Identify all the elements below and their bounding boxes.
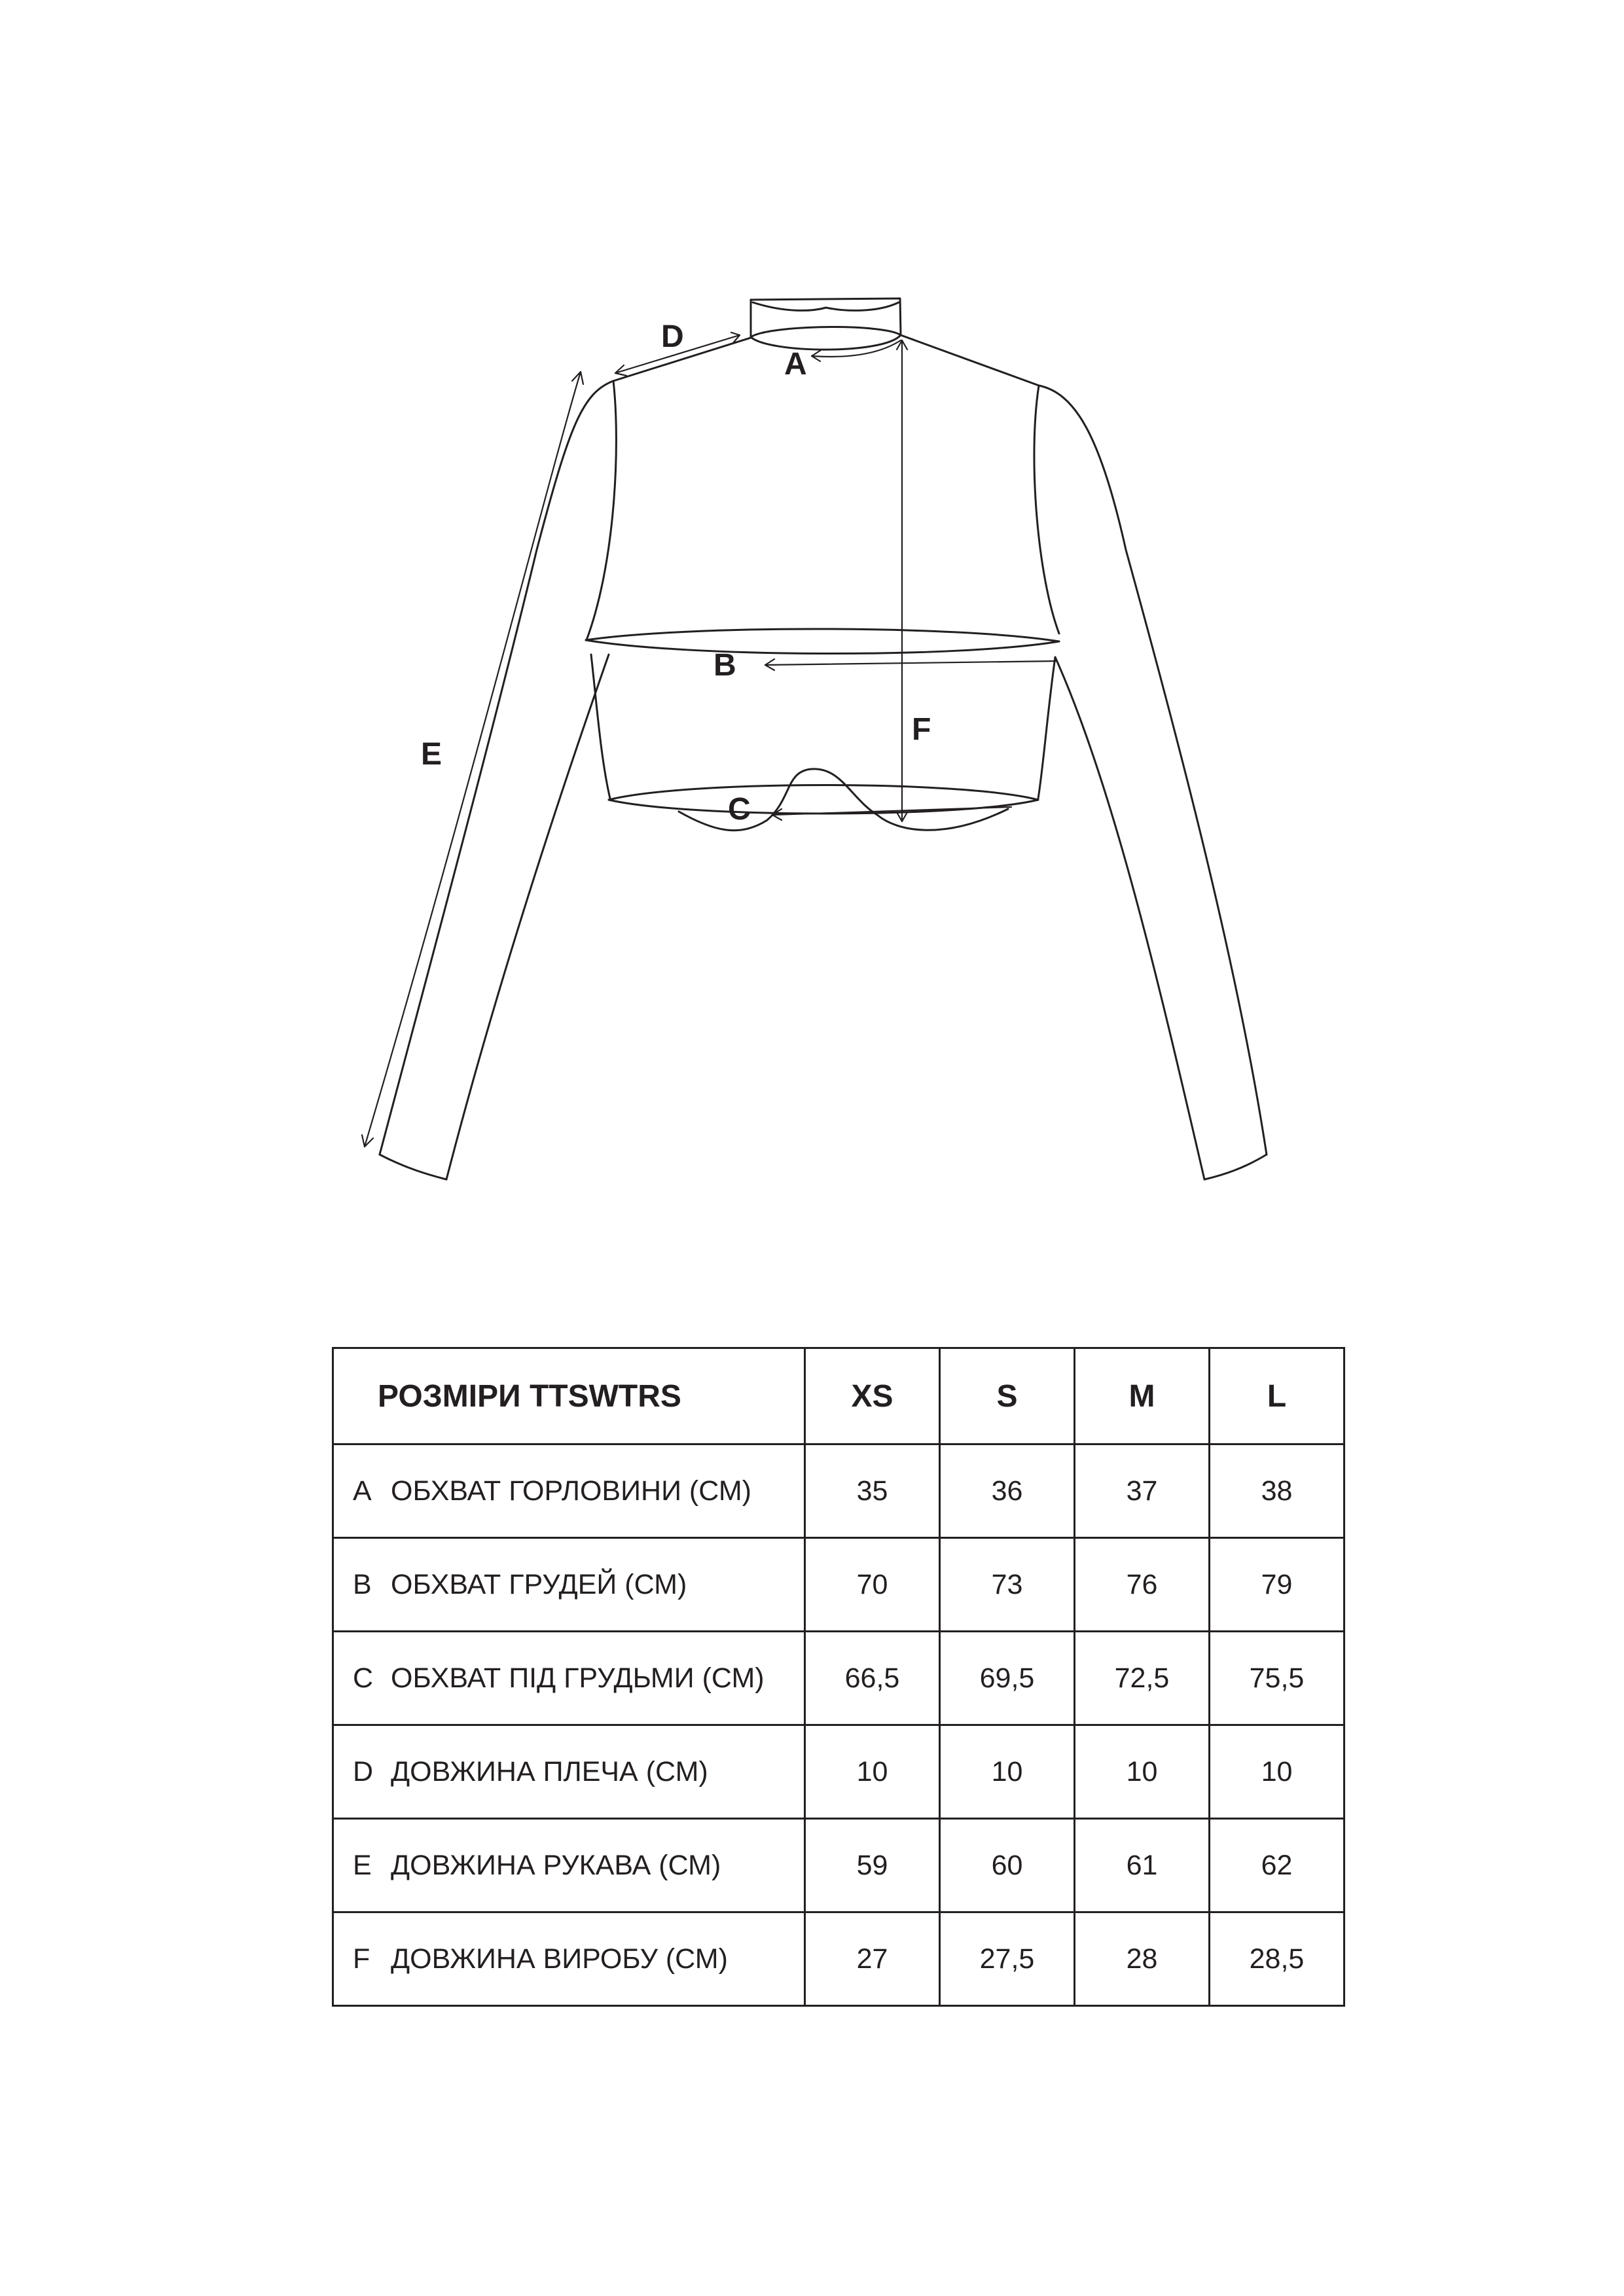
measure-b xyxy=(765,659,1057,670)
row-label-cell xyxy=(333,1912,805,2006)
label-a: A xyxy=(784,347,807,382)
value-cell: 61 xyxy=(1075,1819,1210,1912)
value-cell: 35 xyxy=(805,1444,940,1538)
row-code: F xyxy=(353,1943,370,1975)
value-cell: 27,5 xyxy=(940,1912,1075,2006)
value-cell: 66,5 xyxy=(805,1632,940,1725)
value-cell: 70 xyxy=(805,1538,940,1632)
value-cell: 10 xyxy=(805,1725,940,1819)
value-cell: 79 xyxy=(1210,1538,1344,1632)
row-code: D xyxy=(353,1755,374,1787)
value-cell: 36 xyxy=(940,1444,1075,1538)
label-e: E xyxy=(421,737,442,772)
row-label: ДОВЖИНА РУКАВА (СМ) xyxy=(391,1849,721,1881)
measure-f xyxy=(897,340,907,821)
row-label: ДОВЖИНА ПЛЕЧА (СМ) xyxy=(391,1755,708,1787)
value-cell: 73 xyxy=(940,1538,1075,1632)
value-cell: 60 xyxy=(940,1819,1075,1912)
value-cell: 38 xyxy=(1210,1444,1344,1538)
label-c: C xyxy=(728,792,751,827)
row-label: ОБХВАТ ГРУДЕЙ (СМ) xyxy=(391,1568,687,1600)
label-b: B xyxy=(713,648,736,683)
sleeve-outline xyxy=(380,381,1267,1179)
size-header-m: M xyxy=(1075,1348,1210,1444)
value-cell: 69,5 xyxy=(940,1632,1075,1725)
row-label: ДОВЖИНА ВИРОБУ (СМ) xyxy=(391,1943,728,1975)
table-row xyxy=(333,1819,1344,1912)
measure-e xyxy=(362,372,583,1147)
value-cell: 10 xyxy=(1210,1725,1344,1819)
table-title: РОЗМІРИ TTSWTRS xyxy=(333,1348,805,1444)
value-cell: 62 xyxy=(1210,1819,1344,1912)
row-label-cell xyxy=(333,1725,805,1819)
value-cell: 76 xyxy=(1075,1538,1210,1632)
table-row xyxy=(333,1444,1344,1538)
size-table xyxy=(332,1347,1345,2007)
table-row xyxy=(333,1912,1344,2006)
row-code: E xyxy=(353,1849,372,1881)
table-row xyxy=(333,1538,1344,1632)
table-row xyxy=(333,1632,1344,1725)
row-label: ОБХВАТ ГОРЛОВИНИ (СМ) xyxy=(391,1475,751,1507)
value-cell: 28 xyxy=(1075,1912,1210,2006)
label-d: D xyxy=(661,319,684,354)
collar-outline xyxy=(751,298,901,350)
row-code: B xyxy=(353,1568,372,1600)
value-cell: 10 xyxy=(1075,1725,1210,1819)
value-cell: 72,5 xyxy=(1075,1632,1210,1725)
row-label-cell xyxy=(333,1444,805,1538)
value-cell: 37 xyxy=(1075,1444,1210,1538)
table-header-row xyxy=(333,1348,1344,1444)
row-code: A xyxy=(353,1475,372,1507)
value-cell: 59 xyxy=(805,1819,940,1912)
size-header-s: S xyxy=(940,1348,1075,1444)
value-cell: 75,5 xyxy=(1210,1632,1344,1725)
row-label: ОБХВАТ ПІД ГРУДЬМИ (СМ) xyxy=(391,1662,765,1694)
row-label-cell xyxy=(333,1819,805,1912)
size-header-l: L xyxy=(1210,1348,1344,1444)
value-cell: 10 xyxy=(940,1725,1075,1819)
row-label-cell xyxy=(333,1632,805,1725)
value-cell: 28,5 xyxy=(1210,1912,1344,2006)
label-f: F xyxy=(912,712,931,747)
bodice-outline xyxy=(586,335,1059,831)
value-cell: 27 xyxy=(805,1912,940,2006)
row-label-cell xyxy=(333,1538,805,1632)
size-header-xs: XS xyxy=(805,1348,940,1444)
row-code: C xyxy=(353,1662,374,1694)
table-row xyxy=(333,1725,1344,1819)
